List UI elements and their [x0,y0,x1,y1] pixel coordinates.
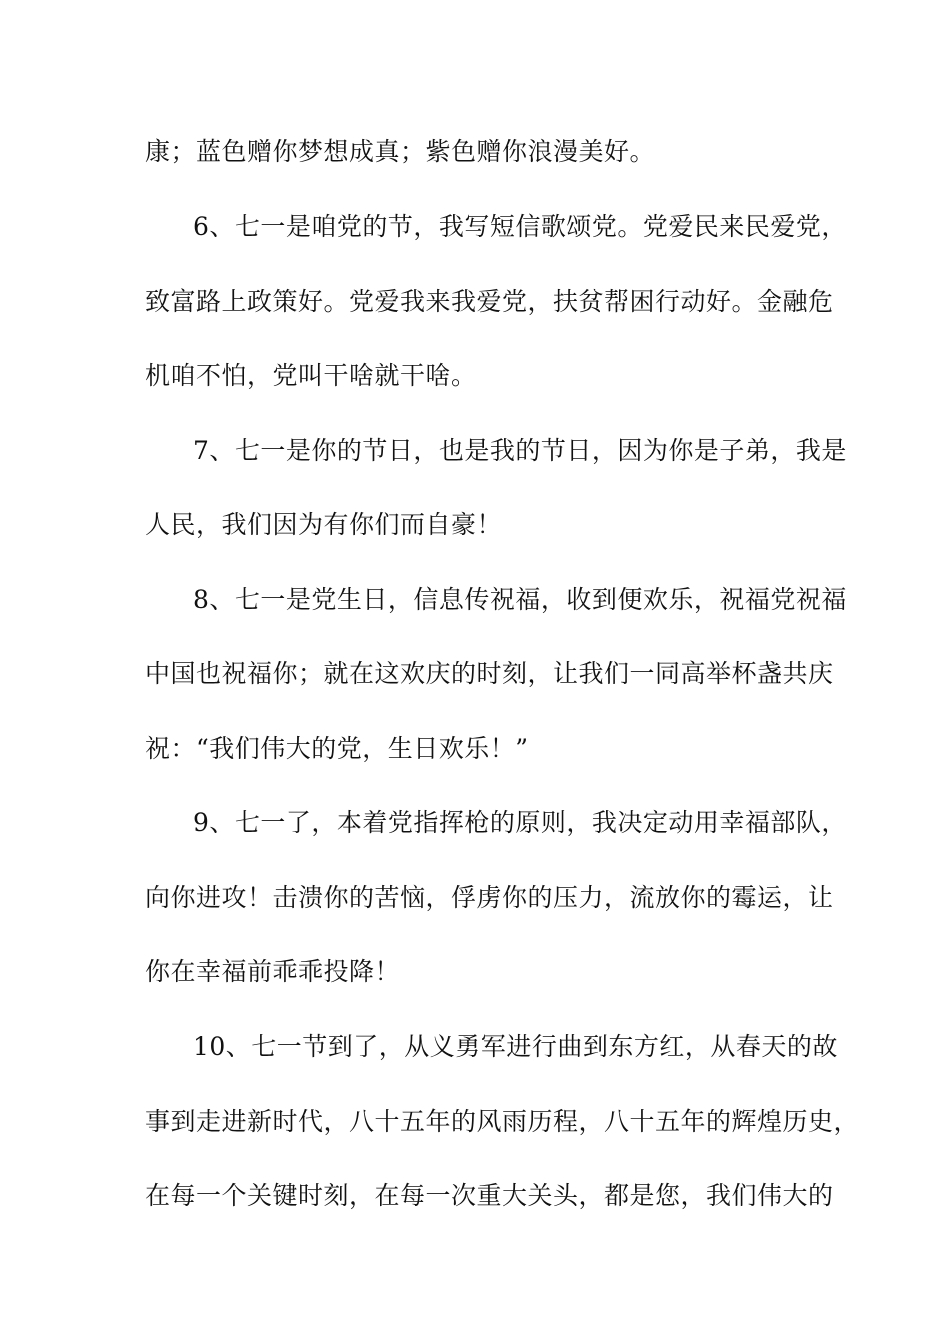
text-line: 致富路上政策好。党爱我来我爱党，扶贫帮困行动好。金融危 [145,287,834,316]
paragraph-9-start: 9、七一了，本着党指挥枪的原则，我决定动用幸福部队， [193,808,847,837]
text-line: 康；蓝色赠你梦想成真；紫色赠你浪漫美好。 [145,137,656,166]
text-line: 机咱不怕，党叫干啥就干啥。 [145,361,477,390]
text-line: 你在幸福前乖乖投降！ [145,957,401,986]
text-line: 在每一个关键时刻，在每一次重大关头，都是您，我们伟大的 [145,1181,834,1210]
paragraph-7-start: 7、七一是你的节日，也是我的节日，因为你是子弟，我是 [193,436,847,465]
text-line: 向你进攻！击溃你的苦恼，俘虏你的压力，流放你的霉运，让 [145,883,834,912]
text-line: 人民，我们因为有你们而自豪！ [145,510,503,539]
paragraph-8-start: 8、七一是党生日，信息传祝福，收到便欢乐，祝福党祝福 [193,585,847,614]
text-line: 祝：“我们伟大的党，生日欢乐！” [145,734,529,763]
text-line: 事到走进新时代，八十五年的风雨历程，八十五年的辉煌历史， [145,1107,860,1136]
text-line: 中国也祝福你；就在这欢庆的时刻，让我们一同高举杯盏共庆 [145,659,834,688]
paragraph-10-start: 10、七一节到了，从义勇军进行曲到东方红，从春天的故 [193,1032,838,1061]
paragraph-6-start: 6、七一是咱党的节，我写短信歌颂党。党爱民来民爱党， [193,212,847,241]
